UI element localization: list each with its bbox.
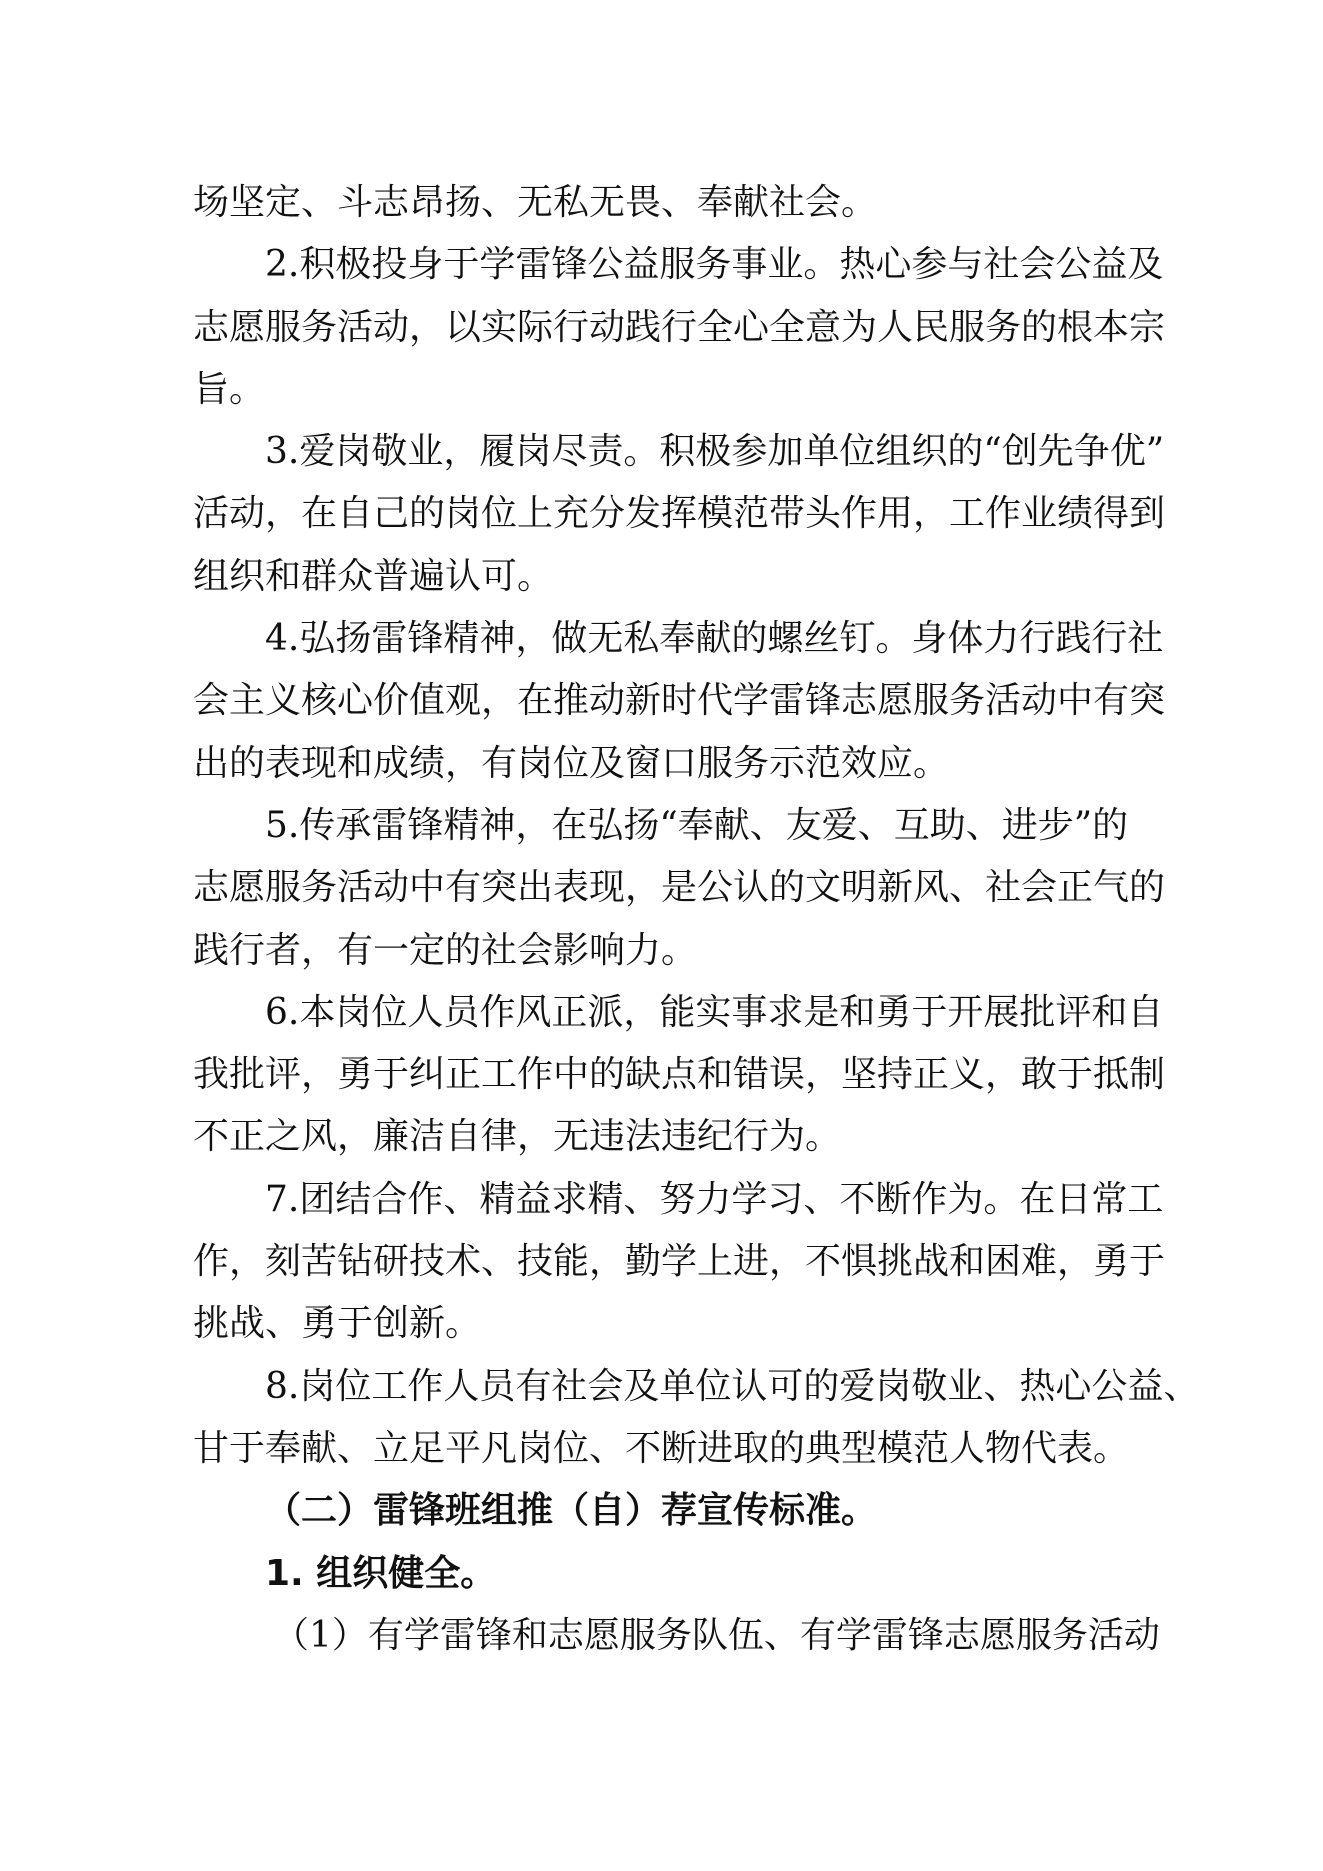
subsection-heading: 1. 组织健全。 — [265, 1552, 497, 1594]
paragraph-line: 志愿服务活动，以实际行动践行全心全意为人民服务的根本宗 — [193, 306, 1166, 348]
paragraph-line: 践行者，有一定的社会影响力。 — [193, 929, 698, 971]
paragraph-line: 2.积极投身于学雷锋公益服务事业。热心参与社会公益及 — [265, 244, 1164, 286]
paragraph-line: 会主义核心价值观，在推动新时代学雷锋志愿服务活动中有突 — [193, 680, 1166, 722]
paragraph-line: 志愿服务活动中有突出表现，是公认的文明新风、社会正气的 — [193, 867, 1166, 909]
paragraph-line: 甘于奉献、立足平凡岗位、不断进取的典型模范人物代表。 — [193, 1427, 1130, 1469]
paragraph-line: 3.爱岗敬业，履岗尽责。积极参加单位组织的“创先争优” — [265, 431, 1165, 473]
paragraph-line: 5.传承雷锋精神，在弘扬“奉献、友爱、互助、进步”的 — [265, 804, 1129, 846]
paragraph-line: 作，刻苦钻研技术、技能，勤学上进，不惧挑战和困难，勇于 — [193, 1241, 1166, 1283]
paragraph-line: 8.岗位工作人员有社会及单位认可的爱岗敬业、热心公益、 — [265, 1365, 1200, 1407]
section-heading: （二）雷锋班组推（自）荐宣传标准。 — [265, 1490, 878, 1532]
paragraph-line: 6.本岗位人员作风正派，能实事求是和勇于开展批评和自 — [265, 991, 1164, 1033]
paragraph-line: 场坚定、斗志昂扬、无私无畏、奉献社会。 — [193, 182, 878, 223]
paragraph-line: 旨。 — [193, 368, 266, 410]
paragraph-line: 活动，在自己的岗位上充分发挥模范带头作用，工作业绩得到 — [193, 493, 1166, 535]
paragraph-line: 挑战、勇于创新。 — [193, 1303, 482, 1345]
document-body — [193, 172, 1200, 1667]
paragraph-line: 组织和群众普遍认可。 — [193, 555, 554, 597]
paragraph-line: 4.弘扬雷锋精神，做无私奉献的螺丝钉。身体力行践行社 — [265, 618, 1164, 660]
paragraph-line: 我批评，勇于纠正工作中的缺点和错误，坚持正义，敢于抵制 — [193, 1054, 1166, 1096]
paragraph-line: 出的表现和成绩，有岗位及窗口服务示范效应。 — [193, 742, 950, 784]
paragraph-line: 7.团结合作、精益求精、努力学习、不断作为。在日常工 — [265, 1178, 1164, 1220]
paragraph-line: （1）有学雷锋和志愿服务队伍、有学雷锋志愿服务活动 — [273, 1614, 1160, 1656]
paragraph-line: 不正之风，廉洁自律，无违法违纪行为。 — [193, 1116, 842, 1158]
